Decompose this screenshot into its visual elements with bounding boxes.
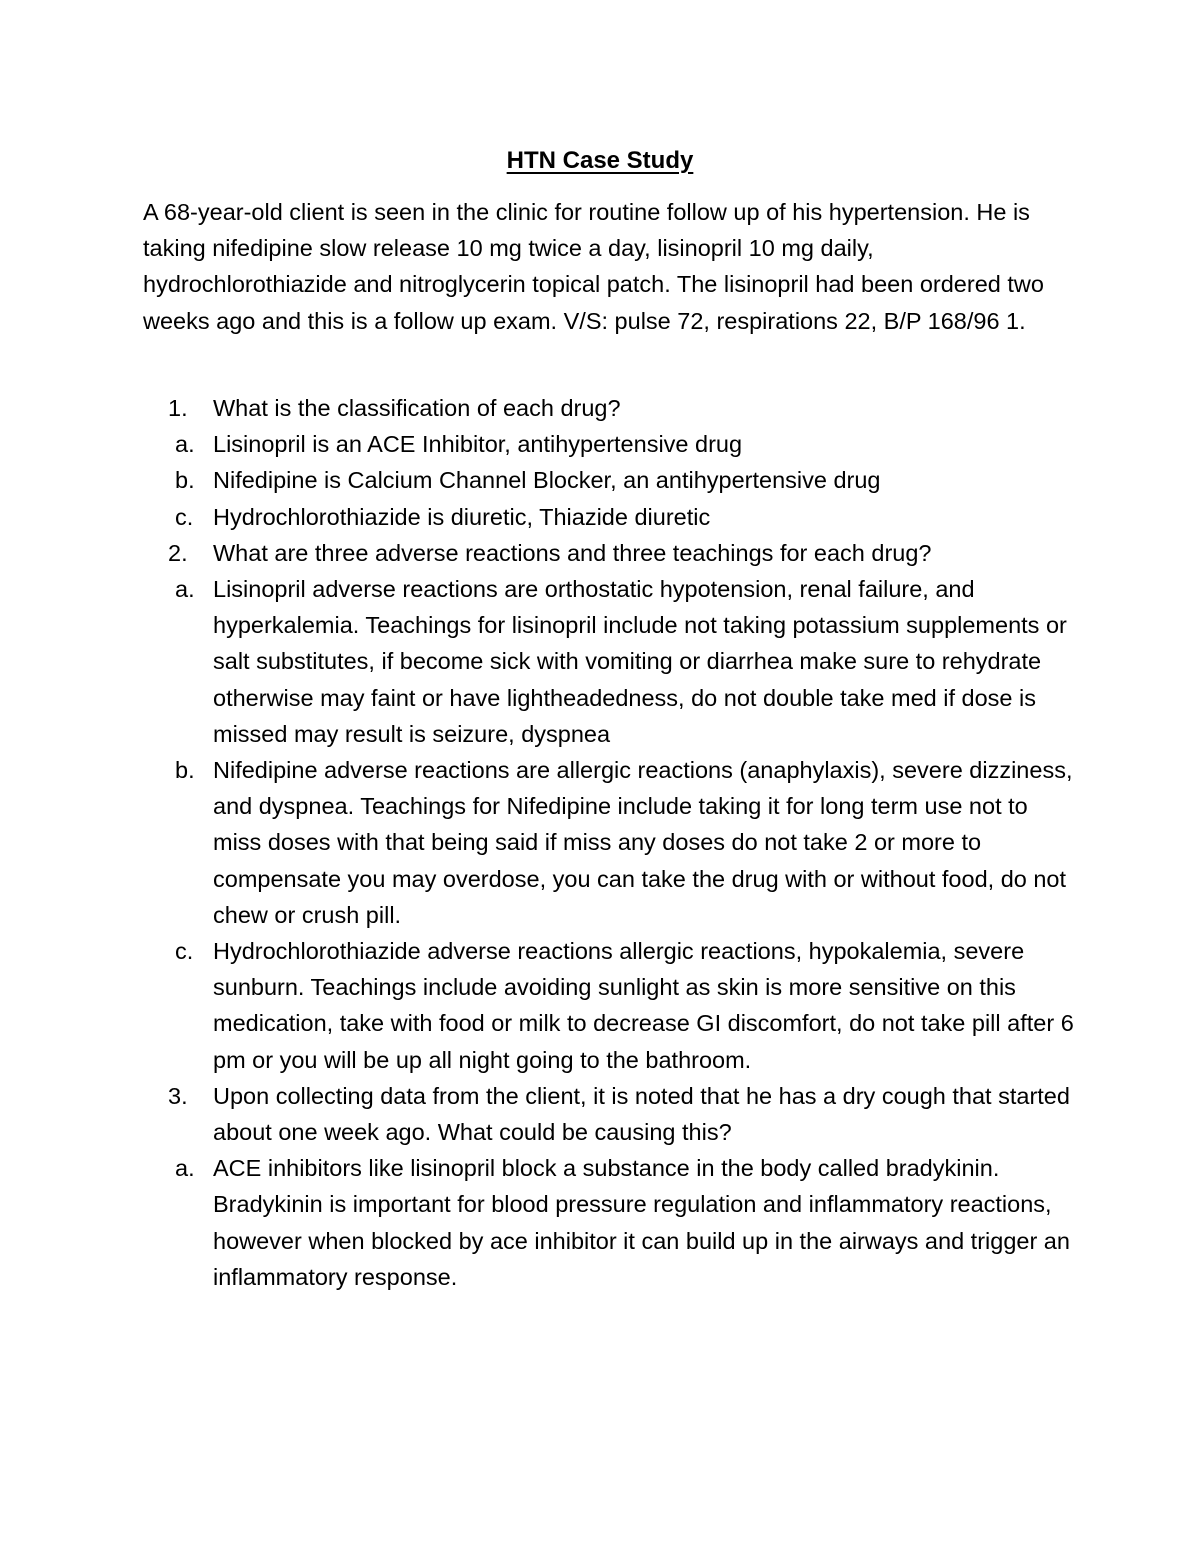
question-1 [143, 390, 1078, 426]
question-number: 2. [168, 539, 188, 566]
question-2 [143, 535, 1078, 571]
answer-1c [73, 499, 1078, 535]
answer-letter: b. [175, 467, 195, 494]
answer-text: Nifedipine is Calcium Channel Blocker, an antihypertensive drug [213, 467, 881, 494]
answer-2c [73, 933, 1078, 1078]
answer-letter: a. [175, 576, 195, 603]
question-3 [143, 1078, 1078, 1150]
answer-2a [73, 571, 1078, 752]
answer-letter: b. [175, 757, 195, 784]
answer-text: Hydrochlorothiazide adverse reactions allergic reactions, hypokalemia, severe sunburn. Teachings include avoiding sunlight as skin is more sensitive on this medication, take with food or milk to decrease GI discomfort, do not take pill after 6 pm or you will be up all night going to the bathroom. [213, 938, 1074, 1073]
question-list [143, 390, 1078, 1295]
answer-text: Hydrochlorothiazide is diuretic, Thiazide diuretic [213, 503, 711, 530]
case-intro-paragraph: A 68-year-old client is seen in the clinic for routine follow up of his hypertension. He is taking nifedipine slow release 10 mg twice a day, lisinopril 10 mg daily, hydrochlorothiazide and nitroglycerin topical patch. The lisinopril had been ordered two weeks ago and this is a follow up exam. V/S: pulse 72, respirations 22, B/P 168/96 1. [143, 199, 1044, 334]
document-title: HTN Case Study [506, 147, 694, 174]
question-text: What are three adverse reactions and three teachings for each drug? [213, 539, 932, 566]
answer-text: Lisinopril is an ACE Inhibitor, antihypertensive drug [213, 431, 743, 458]
answer-text: Nifedipine adverse reactions are allergic reactions (anaphylaxis), severe dizziness, and dyspnea. Teachings for Nifedipine include taking it for long term use not to miss doses with that being said if miss any doses do not take 2 or more to compensate you may overdose, you can take the drug with or without food, do not chew or crush pill. [213, 757, 1073, 928]
answer-3a [73, 1150, 1078, 1295]
answer-text: Lisinopril adverse reactions are orthostatic hypotension, renal failure, and hyperkalemia. Teachings for lisinopril include not taking potassium supplements or salt substitutes, if become sick with vomiting or diarrhea make sure to rehydrate otherwise may faint or have lightheadedness, do not double take med if dose is missed may result is seizure, dyspnea [213, 576, 1067, 747]
answer-text: ACE inhibitors like lisinopril block a substance in the body called bradykinin. Bradykinin is important for blood pressure regulation and inflammatory reactions, however when blocked by ace inhibitor it can build up in the airways and trigger an inflammatory response. [213, 1155, 1070, 1290]
answer-letter: c. [175, 938, 194, 965]
question-text: What is the classification of each drug? [213, 395, 621, 421]
answer-letter: a. [175, 431, 195, 458]
question-number: 1. [168, 395, 188, 421]
answer-letter: a. [175, 1155, 195, 1182]
question-text: Upon collecting data from the client, it is noted that he has a dry cough that started about one week ago. What could be causing this? [213, 1082, 1070, 1146]
answer-1b [73, 462, 1078, 498]
case-intro [143, 194, 1063, 339]
answer-2b [73, 752, 1078, 933]
answer-1a [73, 426, 1078, 462]
question-number: 3. [168, 1082, 188, 1109]
answer-letter: c. [175, 503, 194, 530]
